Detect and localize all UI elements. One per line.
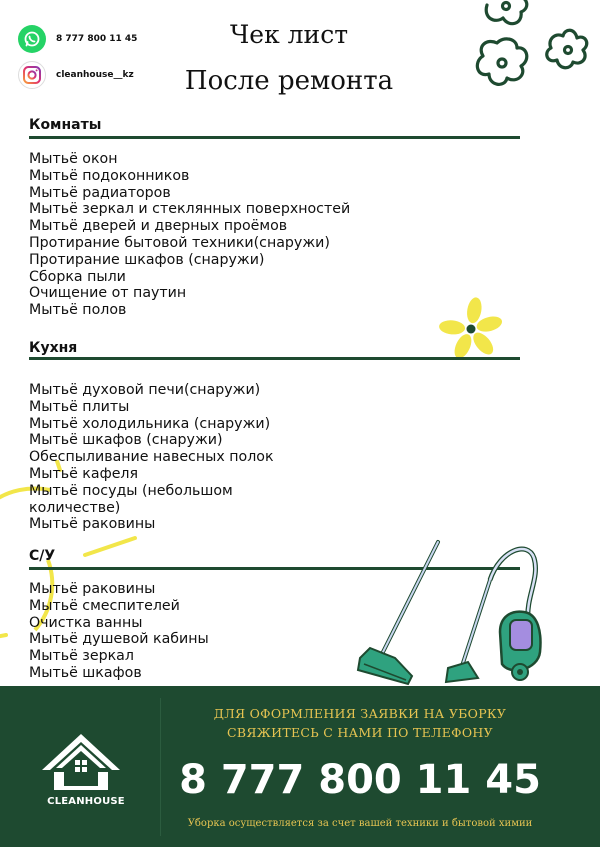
list-item: Мытьё раковины xyxy=(29,581,156,597)
list-item: Очистка ванны xyxy=(29,614,143,631)
list-item: Мытьё дверей и дверных проёмов xyxy=(29,218,288,235)
section-title-bathroom: С/У xyxy=(29,548,56,564)
cta-line-1: ДЛЯ ОФОРМЛЕНИЯ ЗАЯВКИ НА УБОРКУ xyxy=(213,706,507,721)
section-title-kitchen: Кухня xyxy=(29,340,78,356)
cta-line-2: СВЯЖИТЕСЬ С НАМИ ПО ТЕЛЕФОНУ xyxy=(227,725,493,740)
footer-note: Уборка осуществляется за счет вашей техники и бытовой химии xyxy=(187,818,533,829)
list-item: Мытьё полов xyxy=(29,302,127,319)
page-subtitle: После ремонта xyxy=(184,66,394,96)
list-item: Очищение от паутин xyxy=(29,285,187,302)
list-item: Протирание шкафов (снаружи) xyxy=(29,251,265,268)
whatsapp-number: 8 777 800 11 45 xyxy=(56,34,138,44)
list-item: Мытьё душевой кабины xyxy=(29,631,209,648)
list-item: Сборка пыли xyxy=(29,268,126,285)
list-item: Мытьё раковины xyxy=(29,516,156,533)
list-item: Мытьё зеркал xyxy=(29,648,134,665)
bathroom-checklist xyxy=(29,581,329,682)
vacuum-illustration xyxy=(446,549,540,682)
yellow-flower-decoration xyxy=(436,296,506,362)
list-item: Мытьё зеркал и стеклянных поверхностей xyxy=(29,201,351,218)
broom-illustration xyxy=(358,542,438,684)
kitchen-checklist xyxy=(29,382,329,533)
list-item: Мытьё кафеля xyxy=(29,465,139,482)
list-item: Мытьё подоконников xyxy=(29,167,190,184)
footer-divider xyxy=(160,698,161,836)
brand-logo-text: CLEANHOUSE xyxy=(47,796,125,807)
cleaning-tools-illustration xyxy=(350,536,550,688)
list-item: Мытьё плиты xyxy=(29,398,130,415)
rooms-checklist xyxy=(29,151,351,319)
list-item: Мытьё смеспителей xyxy=(29,597,180,614)
list-item: Мытьё духовой печи(снаружи) xyxy=(29,382,261,398)
house-logo-icon xyxy=(40,730,122,792)
section-divider xyxy=(29,136,520,139)
flower-decoration xyxy=(465,0,600,100)
section-divider xyxy=(29,357,520,360)
list-item: Обеспыливание навесных полок xyxy=(29,449,274,466)
page-title: Чек лист xyxy=(229,20,349,49)
list-item: Мытьё шкафов (снаружи) xyxy=(29,432,223,449)
list-item: Мытьё радиаторов xyxy=(29,184,171,201)
list-item: Мытьё холодильника (снаружи) xyxy=(29,415,271,432)
list-item: Мытьё посуды (небольшом количестве) xyxy=(29,482,233,516)
footer-phone-number[interactable]: 8 777 800 11 45 xyxy=(179,757,541,803)
instagram-handle: cleanhouse__kz xyxy=(56,70,134,80)
list-item: Протирание бытовой техники(снаружи) xyxy=(29,234,330,251)
list-item: Мытьё шкафов xyxy=(29,664,142,681)
section-title-rooms: Комнаты xyxy=(29,117,102,133)
list-item: Мытьё окон xyxy=(29,151,118,167)
